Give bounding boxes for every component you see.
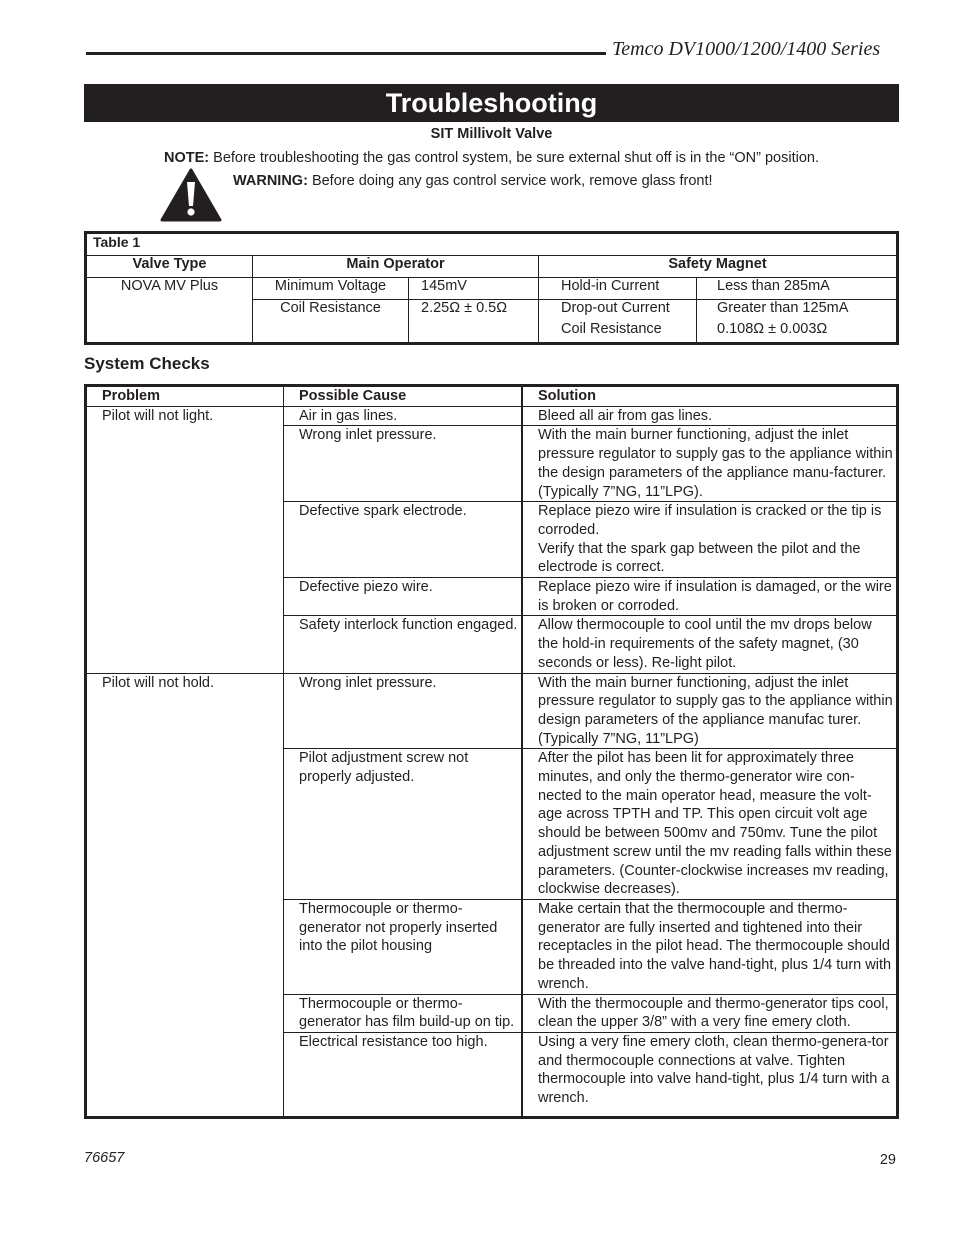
problem-header: Problem <box>86 386 284 407</box>
page-number: 29 <box>879 1152 896 1168</box>
solution-header: Solution <box>522 386 898 407</box>
valve-subtitle: SIT Millivolt Valve <box>430 126 553 142</box>
note-line <box>84 150 899 166</box>
doc-number: 76657 <box>84 1150 125 1166</box>
cause-cell: Pilot adjustment screw not properly adjusted. <box>284 749 523 900</box>
solution-cell: Replace piezo wire if insulation is cracked or the tip is corroded. Verify that the spark gap between the pilot and the electrode is correct. <box>522 502 898 578</box>
cause-cell: Safety interlock function engaged. <box>284 616 523 673</box>
warning-text: Before doing any gas control service work, remove glass front! <box>307 173 713 189</box>
warning-icon <box>160 168 222 222</box>
system-checks-heading: System Checks <box>84 354 210 373</box>
safety-value-0: Less than 285mA <box>697 278 898 300</box>
warning-label: WARNING: <box>233 173 308 189</box>
main-value-1: 2.25Ω ± 0.5Ω <box>409 300 539 344</box>
solution-cell: With the main burner functioning, adjust the inlet pressure regulator to supply gas to the appliance within design parameters of the appliance manufac turer. (Typically 7”NG, 11”LPG) <box>522 673 898 749</box>
warning-line <box>233 173 713 189</box>
system-checks-table <box>84 384 899 1119</box>
main-label-0: Minimum Voltage <box>253 278 409 300</box>
header-rule <box>86 52 606 55</box>
solution-cell: With the thermocouple and thermo-generator tips cool, clean the upper 3/8” with a very fine emery cloth. <box>522 994 898 1032</box>
main-value-0: 145mV <box>409 278 539 300</box>
safety-label-0: Hold-in Current <box>539 278 697 300</box>
cause-header: Possible Cause <box>284 386 523 407</box>
safety-magnet-header: Safety Magnet <box>539 256 898 278</box>
problem-cell: Pilot will not hold. <box>86 673 284 1117</box>
solution-cell: With the main burner functioning, adjust the inlet pressure regulator to supply gas to the appliance within the design parameters of the appliance manu-facturer. (Typically 7”NG, 11”LPG). <box>522 426 898 502</box>
note-label: NOTE: <box>164 150 210 166</box>
table1-caption: Table 1 <box>86 233 898 256</box>
problem-cell: Pilot will not light. <box>86 406 284 673</box>
valve-spec-table <box>84 231 899 345</box>
main-label-1: Coil Resistance <box>253 300 409 344</box>
cause-cell: Electrical resistance too high. <box>284 1032 523 1117</box>
cause-cell: Wrong inlet pressure. <box>284 426 523 502</box>
cause-cell: Thermocouple or thermo-generator has film build-up on tip. <box>284 994 523 1032</box>
valve-type-header: Valve Type <box>86 256 253 278</box>
solution-cell: Bleed all air from gas lines. <box>522 406 898 426</box>
page-title: Troubleshooting <box>84 84 899 122</box>
table-row <box>86 406 898 426</box>
cause-cell: Wrong inlet pressure. <box>284 673 523 749</box>
safety-value-1: Greater than 125mA <box>697 300 898 322</box>
main-operator-header: Main Operator <box>253 256 539 278</box>
note-text: Before troubleshooting the gas control system, be sure external shut off is in the “ON” position. <box>209 150 819 166</box>
solution-cell: Using a very fine emery cloth, clean thermo-genera-tor and thermocouple connections at valve. Tighten thermocouple into valve hand-tight, plus 1/4 turn with a wrench. <box>538 1033 890 1107</box>
solution-cell: Make certain that the thermocouple and thermo-generator are fully inserted and tightened into their receptacles in the pilot head. The thermocouple should be threaded into the valve hand-tight, plus 1/4 turn with wrench. <box>522 899 898 994</box>
cause-cell: Air in gas lines. <box>284 406 523 426</box>
solution-cell: After the pilot has been lit for approximately three minutes, and only the thermo-generator wire con-nected to the main operator head, measure the volt-age across TPTH and TP. This open circuit volt age should be between 500mv and 750mv. Tune the pilot adjustment screw until the mv reading falls within these parameters. (Counter-clockwise increases mv reading, clockwise decreases). <box>522 749 898 900</box>
solution-cell: Allow thermocouple to cool until the mv drops below the hold-in requirements of the safety magnet, (30 seconds or less). Re-light pilot. <box>522 616 898 673</box>
table-row <box>86 673 898 749</box>
cause-cell: Thermocouple or thermo-generator not properly inserted into the pilot housing <box>284 899 523 994</box>
safety-label-2: Coil Resistance <box>539 321 697 344</box>
safety-label-1: Drop-out Current <box>539 300 697 322</box>
safety-value-2: 0.108Ω ± 0.003Ω <box>697 321 898 344</box>
cause-cell: Defective spark electrode. <box>284 502 523 578</box>
valve-name: NOVA MV Plus <box>86 278 253 344</box>
solution-cell: Replace piezo wire if insulation is damaged, or the wire is broken or corroded. <box>522 578 898 616</box>
cause-cell: Defective piezo wire. <box>284 578 523 616</box>
series-title: Temco DV1000/1200/1400 Series <box>612 38 881 60</box>
